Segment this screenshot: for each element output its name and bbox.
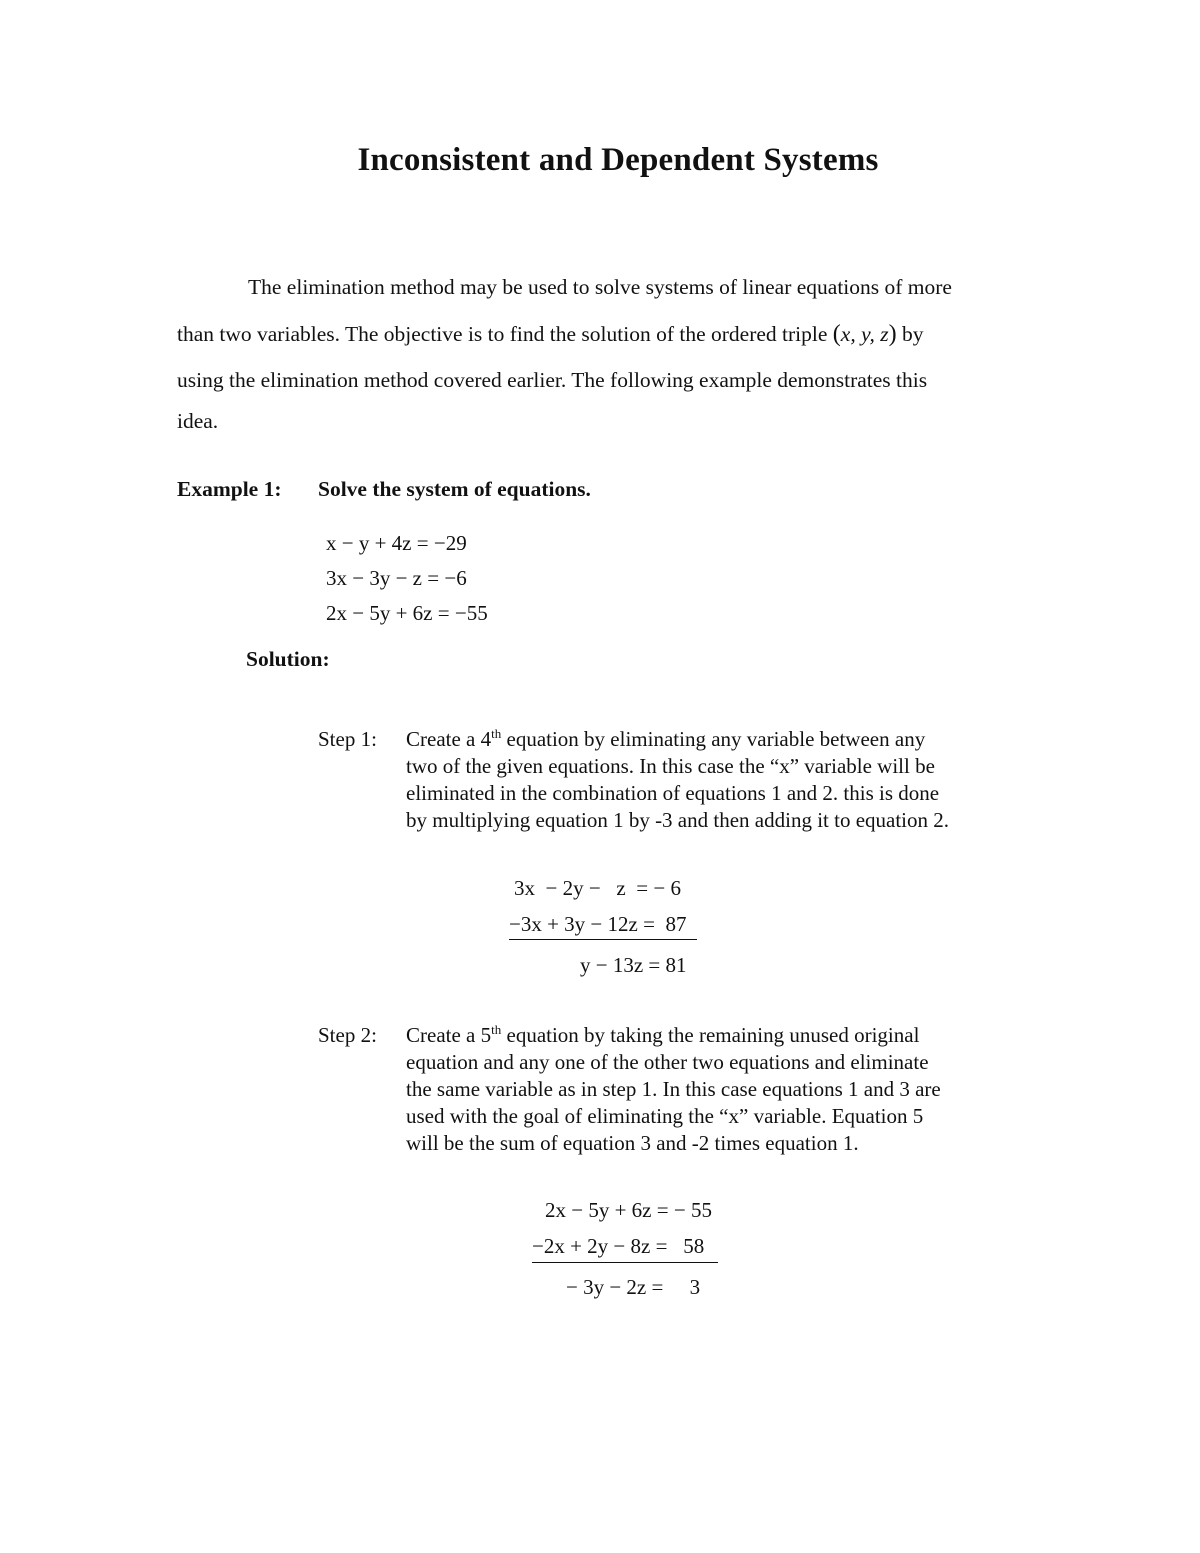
step-2-line-3: the same variable as in step 1. In this case equations 1 and 3 are — [406, 1077, 941, 1101]
step-1-line-3: eliminated in the combination of equations 1 and 2. this is done — [406, 781, 940, 805]
step-2-calc-row-1: 2x − 5y + 6z = − 55 — [545, 1198, 712, 1222]
step-2-line-5: will be the sum of equation 3 and -2 times equation 1. — [406, 1131, 859, 1155]
step-2-label: Step 2: — [318, 1023, 377, 1047]
step-1-line-1: Create a 4th equation by eliminating any variable between any — [406, 726, 926, 751]
intro-line-2-text: than two variables. The objective is to find the solution of the ordered triple — [177, 322, 828, 346]
step-1-calc-row-2: −3x + 3y − 12z = 87 — [509, 912, 687, 936]
step-2-line-4: used with the goal of eliminating the “x” variable. Equation 5 — [406, 1104, 924, 1128]
step-2-line-1: Create a 5th equation by taking the remaining unused original — [406, 1022, 920, 1047]
step-2-calc-result: − 3y − 2z = 3 — [566, 1275, 701, 1299]
system-equation-1: x − y + 4z = −29 — [326, 531, 467, 555]
step-1-calc-row-1: 3x − 2y − z = − 6 — [514, 876, 681, 900]
step-2-calc-row-2: −2x + 2y − 8z = 58 — [532, 1234, 705, 1258]
step-1-sum-rule — [509, 939, 697, 940]
page-title: Inconsistent and Dependent Systems — [357, 142, 879, 178]
step-2-body — [406, 1022, 1046, 1157]
step-1-label: Step 1: — [318, 727, 377, 751]
step-1-body — [406, 726, 1046, 834]
example-prompt: Solve the system of equations. — [318, 477, 591, 501]
intro-line-2-end: by — [901, 322, 924, 346]
intro-line-2: than two variables. The objective is to find the solution of the ordered triple (x, y, z) by — [177, 321, 924, 347]
example-label: Example 1: — [177, 477, 282, 501]
ordered-triple: x, y, z — [840, 322, 889, 346]
step-2-sum-rule — [532, 1262, 718, 1263]
intro-line-4: idea. — [177, 409, 219, 433]
step-2-line-2: equation and any one of the other two equations and eliminate — [406, 1050, 929, 1074]
step-1-line-4: by multiplying equation 1 by -3 and then adding it to equation 2. — [406, 808, 950, 832]
system-equation-2: 3x − 3y − z = −6 — [326, 566, 467, 590]
step-1-line-2: two of the given equations. In this case the “x” variable will be — [406, 754, 935, 778]
system-equation-3: 2x − 5y + 6z = −55 — [326, 601, 488, 625]
intro-line-1: The elimination method may be used to solve systems of linear equations of more — [248, 275, 952, 299]
step-1-calc-result: y − 13z = 81 — [580, 953, 687, 977]
solution-label: Solution: — [246, 647, 330, 671]
intro-line-3: using the elimination method covered earlier. The following example demonstrates this — [177, 368, 928, 392]
